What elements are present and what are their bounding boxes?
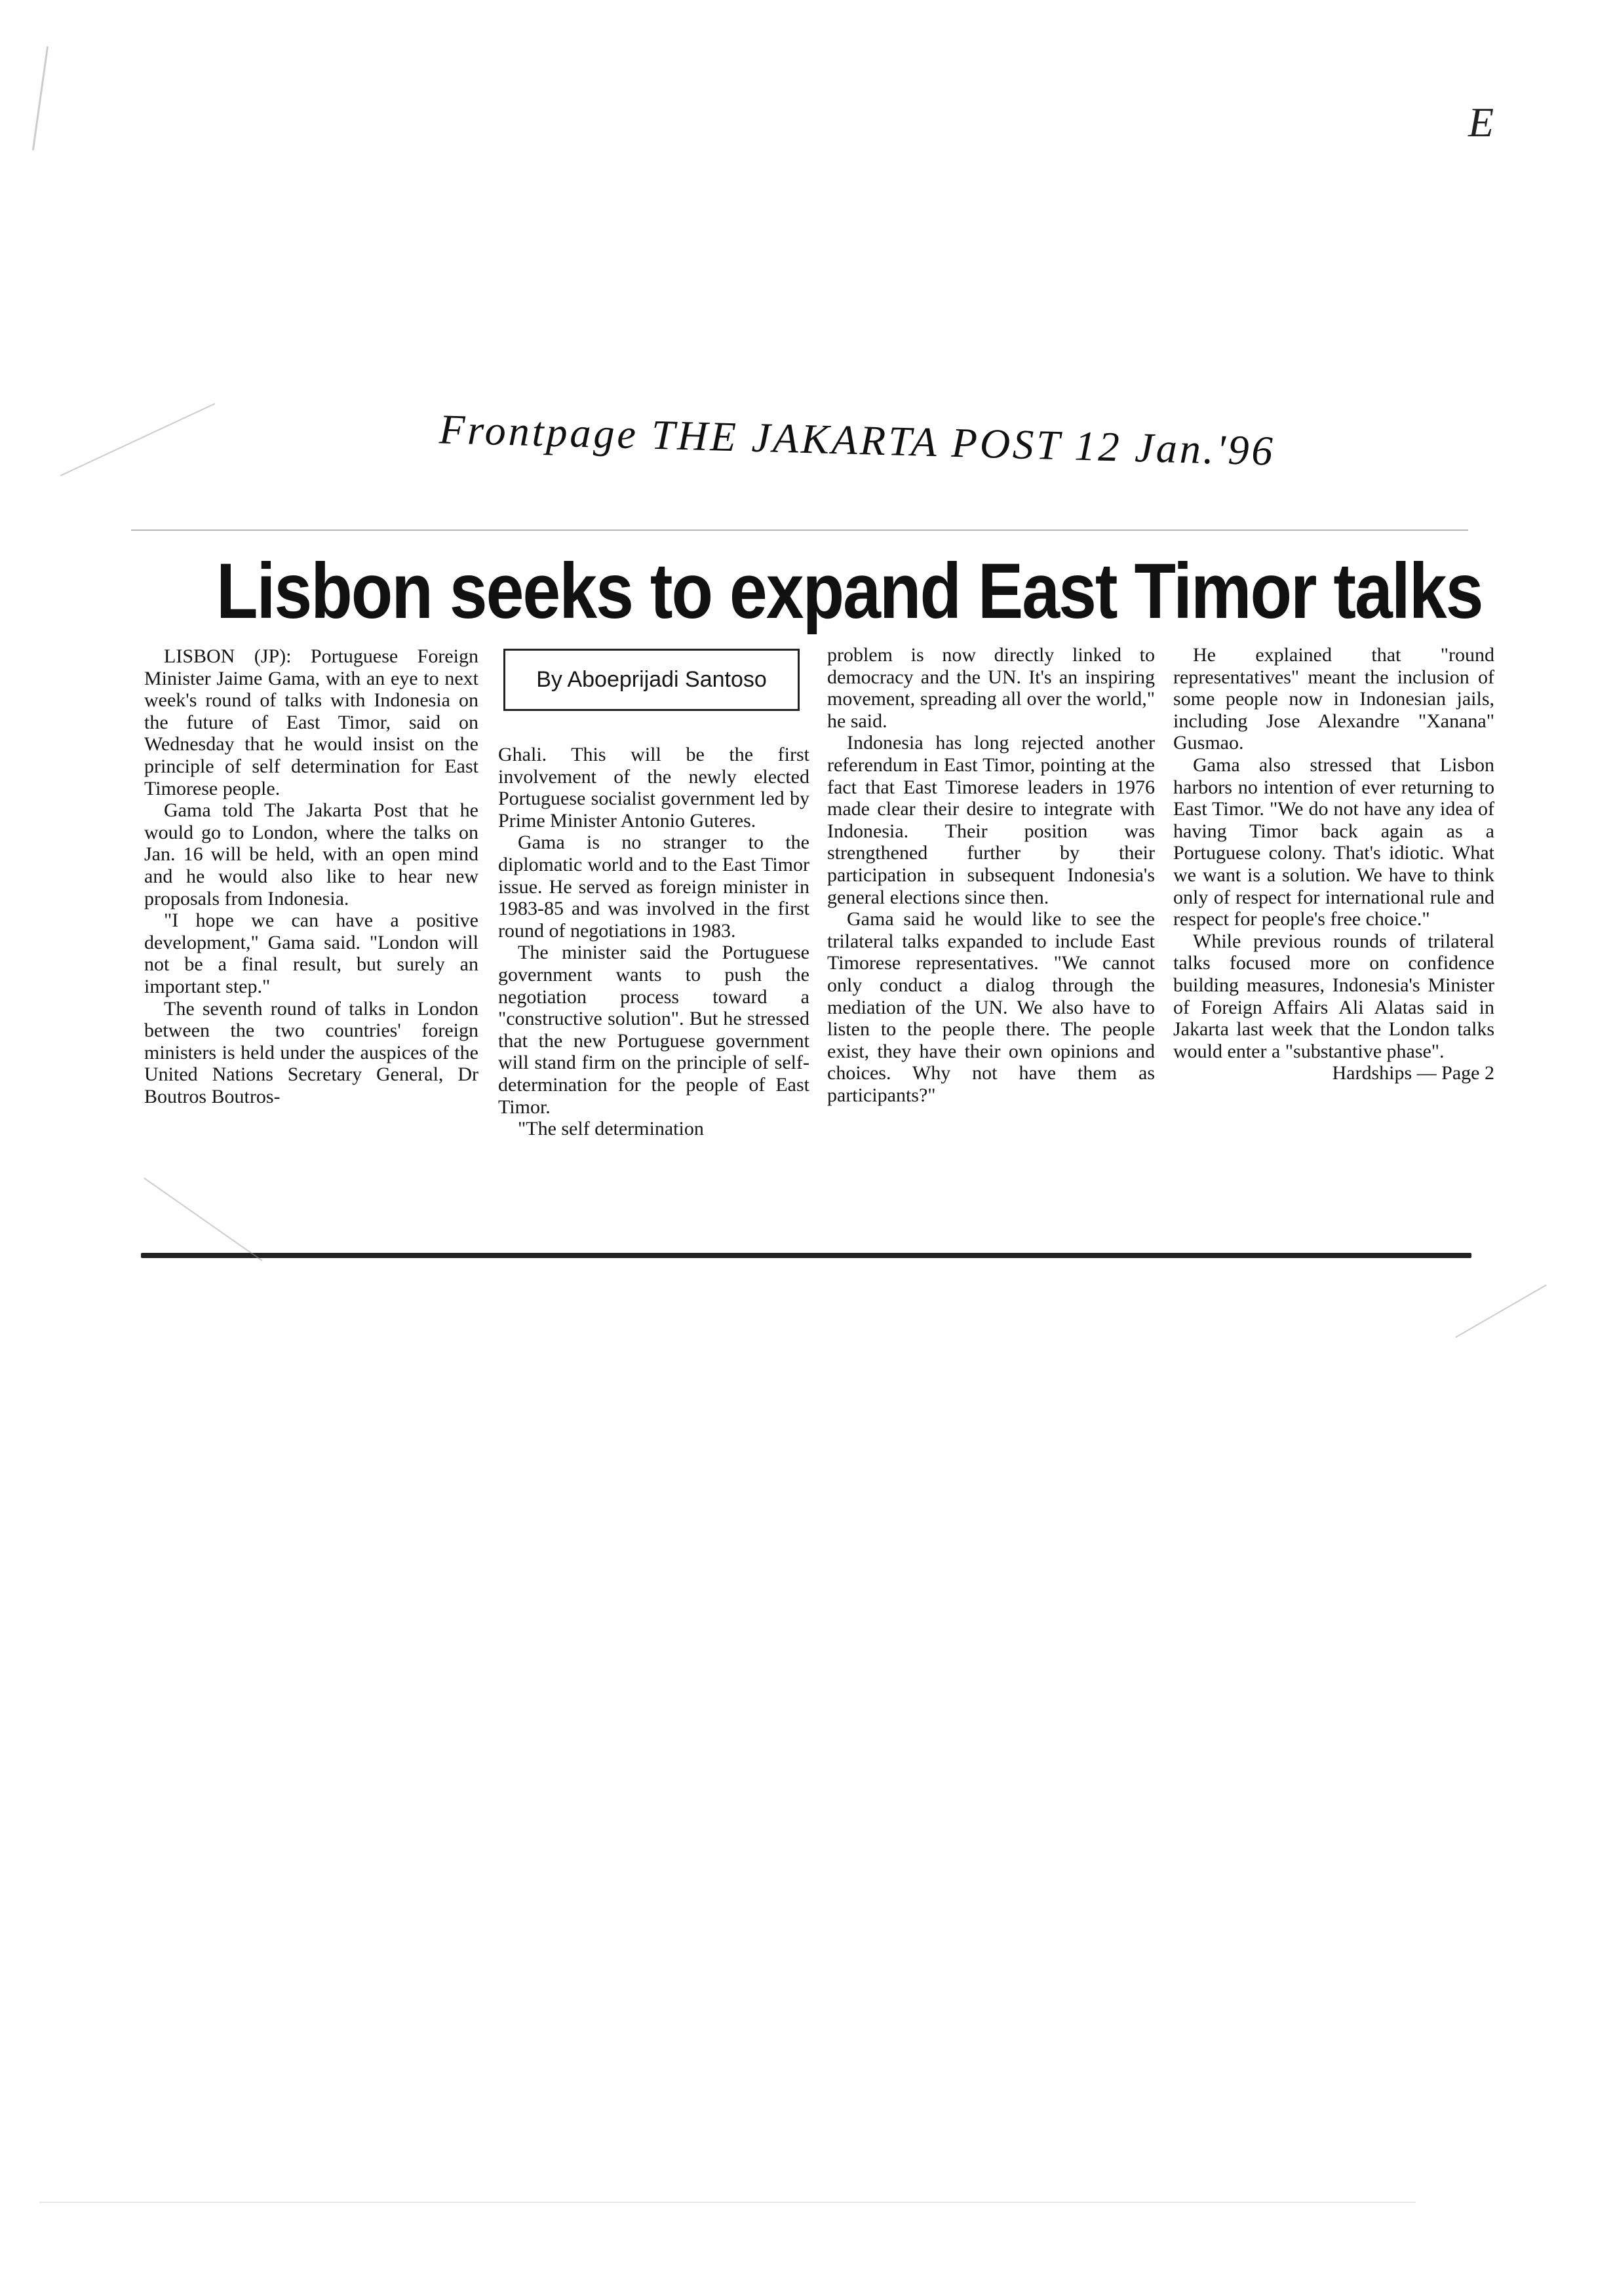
corner-handwritten-mark: E: [1468, 99, 1494, 145]
scan-smudge: [32, 47, 49, 151]
jump-line: Hardships — Page 2: [1332, 1062, 1494, 1084]
scan-smudge: [39, 2202, 1416, 2203]
article-column-1: [144, 645, 478, 1107]
paragraph: Gama also stressed that Lisbon harbors no intention of ever returning to East Timor. "We do not have any idea of having Timor back again as a Portuguese colony. That's idiotic. What we want is a solution. We have to think only of respect for international rule and respect for people's free choice.": [1173, 754, 1494, 930]
paragraph: Gama told The Jakarta Post that he would go to London, where the talks on Jan. 16 will be held, with an open mind and he would also like to hear new proposals from Indonesia.: [144, 799, 478, 909]
top-rule: [131, 529, 1468, 531]
handwritten-source-note: Frontpage THE JAKARTA POST 12 Jan.'96: [438, 406, 1276, 474]
paragraph: Ghali. This will be the first involvement of the newly elected Portuguese socialist government led by Prime Minister Antonio Guteres.: [498, 744, 809, 832]
scan-smudge: [144, 1177, 262, 1261]
headline: Lisbon seeks to expand East Timor talks: [216, 548, 1483, 636]
article-column-4: [1173, 644, 1494, 1084]
paragraph: LISBON (JP): Portuguese Foreign Minister Jaime Gama, with an eye to next week's round of talks with Indonesia on the future of East Timor, said on Wednesday that he would insist on the principle of self determination for East Timorese people.: [144, 645, 478, 799]
scan-smudge: [1455, 1284, 1547, 1338]
paragraph: Indonesia has long rejected another referendum in East Timor, pointing at the fact that East Timorese leaders in 1976 made clear their desire to integrate with Indonesia. Their position was strengthened further by their participation in subsequent Indonesia's general elections since then.: [827, 732, 1155, 908]
article-column-2: [498, 645, 809, 1140]
paragraph: problem is now directly linked to democracy and the UN. It's an inspiring movement, spreading all over the world," he said.: [827, 644, 1155, 732]
byline: By Aboeprijadi Santoso: [536, 667, 767, 692]
paragraph: He explained that "round representatives" meant the inclusion of some people now in Indonesian jails, including Jose Alexandre "Xanana" Gusmao.: [1173, 644, 1494, 754]
article-column-3: [827, 644, 1155, 1106]
paragraph: Gama is no stranger to the diplomatic world and to the East Timor issue. He served as foreign minister in 1983-85 and was involved in the first round of negotiations in 1983.: [498, 832, 809, 942]
paragraph: "The self determination: [518, 1118, 704, 1140]
paragraph: The minister said the Portuguese government wants to push the negotiation process toward a "constructive solution". But he stressed that the new Portuguese government will stand firm on the principle of self-determination for the people of East Timor.: [498, 942, 809, 1118]
paragraph: Gama said he would like to see the trilateral talks expanded to include East Timorese representatives. "We cannot only conduct a dialog through the mediation of the UN. We also have to listen to the people there. The people exist, they have their own opinions and choices. Why not have them as participants?": [827, 908, 1155, 1106]
paragraph: "I hope we can have a positive development," Gama said. "London will not be a final result, but surely an important step.": [144, 909, 478, 997]
bottom-rule: [141, 1253, 1471, 1258]
byline-box: [503, 649, 800, 711]
scan-smudge: [60, 403, 215, 476]
paragraph: The seventh round of talks in London between the two countries' foreign ministers is held under the auspices of the United Nations Secretary General, Dr Boutros Boutros-: [144, 997, 478, 1107]
paragraph: While previous rounds of trilateral talks focused more on confidence building measures, Indonesia's Minister of Foreign Affairs Ali Alatas said in Jakarta last week that the London talks would enter a "substantive phase".: [1173, 930, 1494, 1062]
